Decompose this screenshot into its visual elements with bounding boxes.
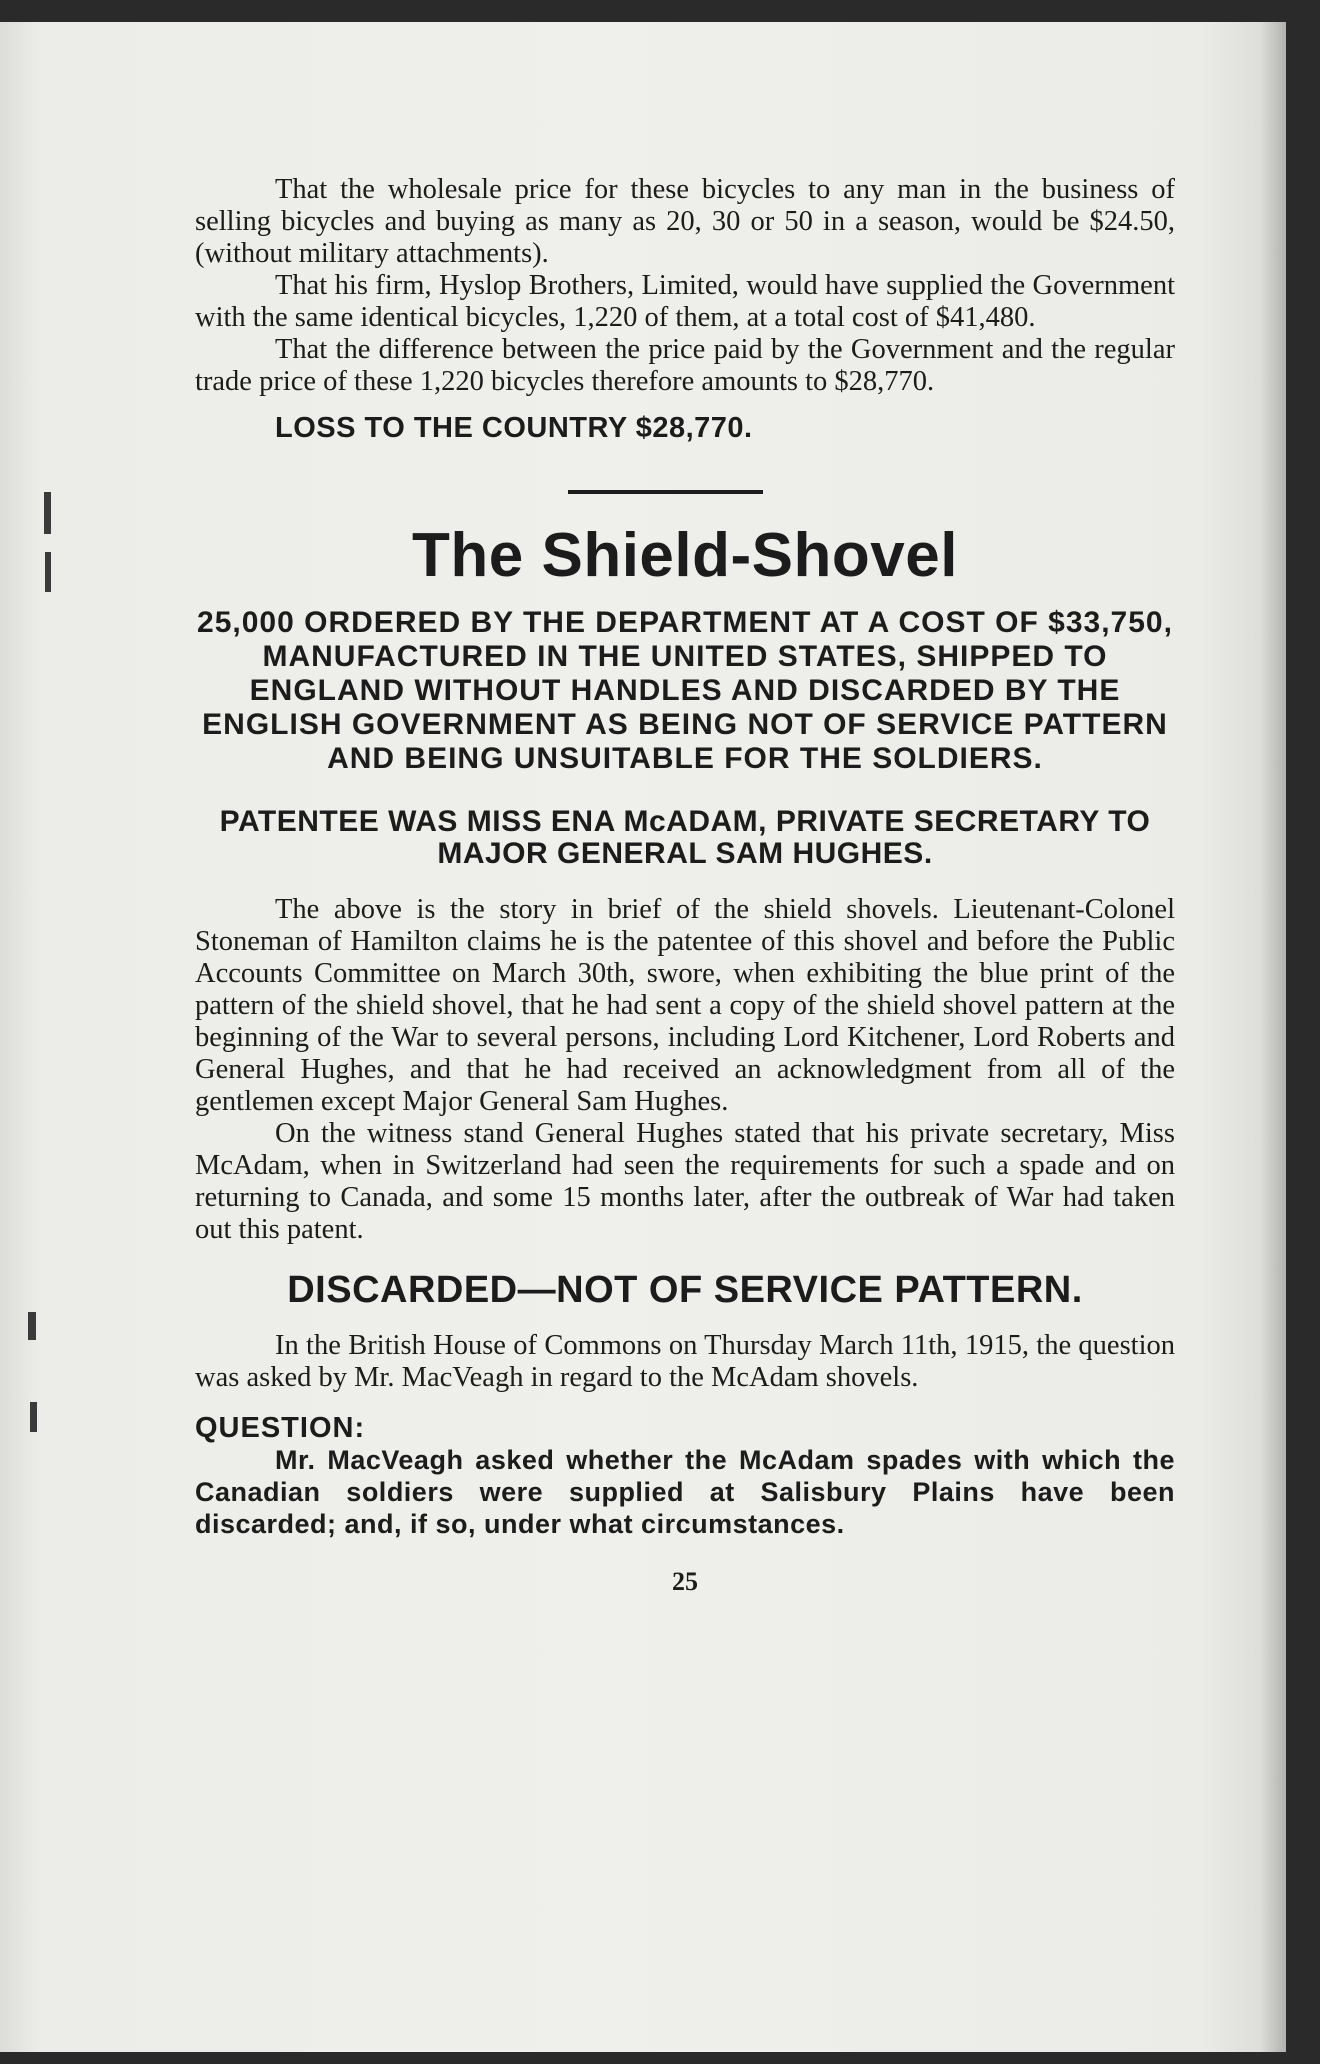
margin-mark xyxy=(30,1402,37,1432)
question-label: QUESTION: xyxy=(195,1412,366,1444)
intro-paragraph-3: That the difference between the price paid by the Government and the regular trade price of these 1,220 bicycles therefore amounts to $28,770. xyxy=(195,334,1175,397)
margin-mark xyxy=(28,1312,36,1340)
intro-paragraph-2: That his firm, Hyslop Brothers, Limited, would have supplied the Government with the same identical bicycles, 1,220 of them, at a total cost of $41,480. xyxy=(195,270,1175,333)
document-page xyxy=(0,22,1286,2052)
body-paragraph-2: On the witness stand General Hughes stated that his private secretary, Miss McAdam, when in Switzerland had seen the requirements for such a spade and on returning to Canada, and some 15 months later, after the outbreak of War had taken out this patent. xyxy=(195,1118,1175,1245)
commons-paragraph: In the British House of Commons on Thursday March 11th, 1915, the question was asked by Mr. MacVeagh in regard to the McAdam shovels. xyxy=(195,1330,1175,1393)
page-edge-shadow xyxy=(1260,22,1286,2052)
body-paragraph-1: The above is the story in brief of the shield shovels. Lieutenant-Colonel Stoneman of Hamilton claims he is the patentee of this shovel and before the Public Accounts Committee on March 30th, swore, when exhibiting the blue print of the pattern of the shield shovel, that he had sent a copy of the shield shovel pattern at the beginning of the War to several persons, including Lord Kitchener, Lord Roberts and General Hughes, and that he had received an acknowledgment from all of the gentlemen except Major General Sam Hughes. xyxy=(195,894,1175,1117)
subheading-order-summary: 25,000 ORDERED BY THE DEPARTMENT AT A COST OF $33,750, MANUFACTURED IN THE UNITED STATES, SHIPPED TO ENGLAND WITHOUT HANDLES AND DISCARDED BY THE ENGLISH GOVERNMENT AS BEING NOT OF SERVICE PATTERN AND BEING UNSUITABLE FOR THE SOLDIERS. xyxy=(197,606,1173,775)
intro-paragraph-1: That the wholesale price for these bicycles to any man in the business of selling bicycles and buying as many as 20, 30 or 50 in a season, would be $24.50, (without military attachments). xyxy=(195,174,1175,269)
subheading-patentee: PATENTEE WAS MISS ENA McADAM, PRIVATE SECRETARY TO MAJOR GENERAL SAM HUGHES. xyxy=(219,805,1151,870)
margin-mark xyxy=(45,552,51,592)
section-divider xyxy=(568,490,763,494)
text-column xyxy=(195,174,1175,1598)
margin-mark xyxy=(44,492,51,534)
question-text: Mr. MacVeagh asked whether the McAdam spades with which the Canadian soldiers were supplied at Salisbury Plains have been discarded; and, if so, under what circumstances. xyxy=(195,1445,1175,1539)
page-title: The Shield-Shovel xyxy=(412,521,958,590)
loss-line: LOSS TO THE COUNTRY $28,770. xyxy=(275,412,753,444)
page-number: 25 xyxy=(672,1567,698,1596)
section-heading: DISCARDED—NOT OF SERVICE PATTERN. xyxy=(287,1269,1083,1311)
